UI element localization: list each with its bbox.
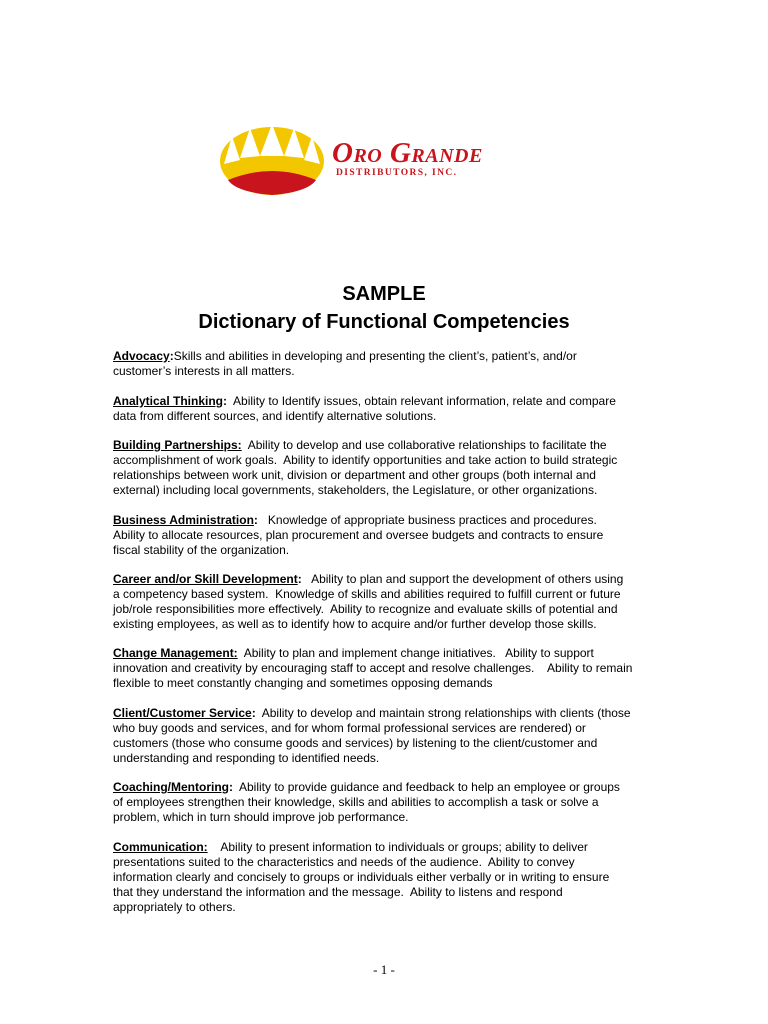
competency-term: Analytical Thinking [113,394,224,408]
competency-description-line: understanding and responding to identified needs. [113,751,380,765]
competency-description-line: Ability to allocate resources, plan procurement and oversee budgets and contracts to ensure [113,528,604,542]
term-separator: : [229,780,233,794]
competency-term: Coaching/Mentoring [113,780,229,794]
competency-entry [113,572,661,632]
competency-term: Advocacy [113,349,170,363]
competency-description-line: Knowledge of appropriate business practices and procedures. [257,513,597,527]
competency-description-line: existing employees, as well as to identify how to acquire and/or further develop those skills. [113,617,597,631]
competency-entry [113,706,661,766]
crown-emblem-icon [218,124,328,198]
competency-description-line: Ability to Identify issues, obtain relevant information, relate and compare [227,394,616,408]
document-title-sample: SAMPLE [342,283,426,305]
competency-entry [113,394,661,424]
competency-term: Communication: [113,840,208,854]
company-name: Oro Grande [332,137,483,169]
competency-entry [113,438,661,498]
competency-description-line: who buy goods and services, and for whom formal professional services are rendered) or [113,721,586,735]
competency-description-line: presentations suited to the characteristics and needs of the audience. Ability to convey [113,855,575,869]
competency-term: Change Management: [113,646,238,660]
competency-entry [113,840,661,915]
page-number: - 1 - [373,962,395,977]
competency-description-line: information clearly and concisely to groups or individuals either verbally or in writing to ensure [113,870,610,884]
competency-description-line: customer’s interests in all matters. [113,364,295,378]
competency-description-line: that they understand the information and the message. Ability to listens and respond [113,885,563,899]
company-logo [218,124,538,198]
term-separator: : [223,394,228,408]
competency-description-line: appropriately to others. [113,900,236,914]
term-separator: : [253,513,258,527]
competency-description-line: fiscal stability of the organization. [113,543,290,557]
competency-description-line: job/role responsibilities more effectively. Ability to recognize and evaluate skills of potential and [113,602,618,616]
term-separator: : [169,349,174,363]
company-subtitle: DISTRIBUTORS, INC. [336,168,458,178]
competency-description-line: problem, which in turn should improve job performance. [113,810,409,824]
competency-description-line: Ability to plan and support the development of others using [301,572,624,586]
competency-description-line: Ability to plan and implement change initiatives. Ability to support [237,646,594,660]
competency-description-line: innovation and creativity by encouraging staff to accept and resolve challenges. Ability to remain [113,661,633,675]
competency-term: Building Partnerships: [113,438,242,452]
term-separator: : [251,706,256,720]
competency-description-line: Ability to provide guidance and feedback to help an employee or groups [233,780,620,794]
competency-description-line: external) including local governments, stakeholders, the Legislature, or other organizations. [113,483,598,497]
competency-entry [113,646,661,691]
competency-description-line: customers (those who consume goods and services) by listening to the client/customer and [113,736,598,750]
competency-entry [113,780,661,825]
competency-description-line: flexible to meet constantly changing and sometimes opposing demands [113,676,493,690]
competency-entry [113,349,661,379]
competency-description-line: relationships between work unit, division or department and other groups (both internal and [113,468,596,482]
competency-entry [113,513,661,558]
competency-description-line: Ability to present information to individuals or groups; ability to deliver [207,840,588,854]
competency-term: Client/Customer Service [113,706,252,720]
competency-description-line: a competency based system. Knowledge of skills and abilities required to fulfill current or future [113,587,621,601]
competency-description-line: Ability to develop and use collaborative relationships to facilitate the [241,438,607,452]
competency-term: Career and/or Skill Development [113,572,298,586]
term-separator: : [297,572,302,586]
document-title: Dictionary of Functional Competencies [198,311,570,333]
competency-description-line: accomplishment of work goals. Ability to identify opportunities and take action to build strategic [113,453,618,467]
competency-description-line: Skills and abilities in developing and presenting the client’s, patient’s, and/or [173,349,577,363]
competency-description-line: data from different sources, and identify alternative solutions. [113,409,437,423]
competency-description-line: of employees strengthen their knowledge, skills and abilities to accomplish a task or solve a [113,795,599,809]
competency-description-line: Ability to develop and maintain strong relationships with clients (those [255,706,631,720]
competency-term: Business Administration [113,513,254,527]
